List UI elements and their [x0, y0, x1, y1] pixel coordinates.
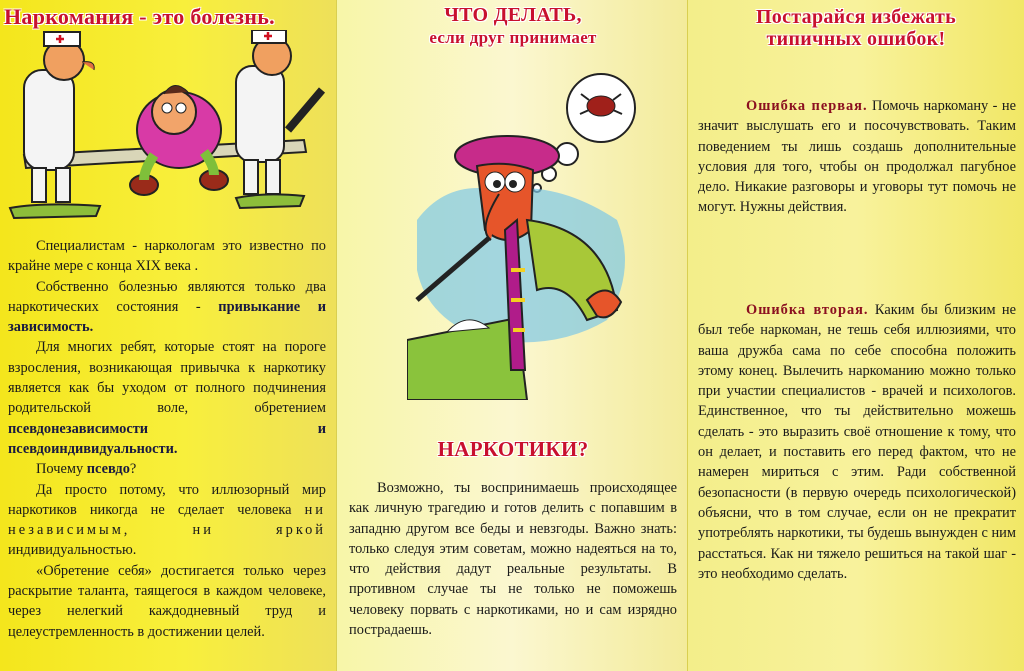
left-panel-title: Наркомания - это болезнь. — [4, 4, 275, 29]
left-paragraph-5 — [8, 480, 326, 561]
pseudo-emphasis: псевдо — [86, 461, 130, 478]
center-title-line1: ЧТО ДЕЛАТЬ, — [444, 4, 582, 26]
center-panel — [336, 0, 688, 671]
left-paragraph-2 — [8, 277, 326, 338]
error-one-block — [698, 96, 1016, 218]
left-paragraph-6: «Обретение себя» достигается только через раскрытие таланта, таящегося в каждом человеке, через нелегкий каждодневный труд и целеустремленность в достижении целей. — [8, 562, 326, 640]
why-text: Почему — [36, 461, 84, 478]
left-paragraph-2-text: Собственно болезнью являются только два наркотических состояния - — [8, 278, 326, 315]
left-panel-body — [8, 236, 326, 642]
right-panel — [688, 0, 1024, 671]
error-two-label: Ошибка вторая. — [746, 302, 869, 318]
left-paragraph-3-text: Для многих ребят, которые стоят на пороге взросления, возникающая привычка к наркотику является как бы уходом от полного подчинения родительской воле, обретением — [8, 339, 326, 417]
left-paragraph-4 — [8, 459, 326, 479]
question-mark: ? — [129, 461, 137, 478]
error-one-text: Помочь наркоману - не значит выслушать его и посочувствовать. Таким поведением ты лишь создашь дополнительные условия для того, чтобы он продолжал пагубное дело. Никакие разговоры и уговоры тут помочь не могут. Нужны действия. — [698, 98, 1016, 216]
left-paragraph-5-end: индивидуальностью. — [8, 542, 137, 559]
center-paragraph: Возможно, ты воспринимаешь происходящее как личную трагедию и готов делить с попавшим в западню другом все беды и невзгоды. Важно знать: только следуя этим советам, можно надеяться на то, что действия дадут реальные результаты. В противном случае ты не только не поможешь человеку порвать с наркотиками, но и сам изрядно пострадаешь. — [349, 480, 677, 639]
doctors-stretcher-illustration — [4, 30, 330, 230]
error-one-label: Ошибка первая. — [746, 98, 868, 114]
left-panel — [0, 0, 336, 671]
addiction-states-emphasis: привыкание и зависимость. — [8, 298, 326, 336]
left-paragraph-5-spaced: ни независимым, ни яркой — [8, 501, 326, 539]
error-two-text: Каким бы близким не был тебе наркоман, не тешь себя иллюзиями, что ваша дружба сама по себе способна положить этому конец. Вылечить наркоманию можно только при участии специалистов - врачей и психологов. Единственное, что ты действительно можешь сделать - это выразить своё отношение к тому, что он делает, и поставить его перед фактом, что не намерен мириться с этим. Ради собственной безопасности (в первую очередь психологической) объясни, что в том случае, если он не прекратит употреблять наркотики, ты будешь вынужден с ним расстаться. Как ни тяжело решиться на такой шаг - это необходимо сделать. — [698, 302, 1016, 582]
left-paragraph-1: Специалистам - наркологам это известно по крайне мере с конца XIX века . — [8, 238, 326, 275]
left-paragraph-3 — [8, 337, 326, 459]
drug-user-illustration — [407, 70, 647, 400]
left-paragraph-5-text: Да просто потому, что иллюзорный мир наркотиков никогда не сделает человека — [8, 481, 326, 518]
pseudo-independence-emphasis: псевдонезависимости и псевдоиндивидуальности. — [8, 420, 326, 457]
error-two-block — [698, 300, 1016, 584]
center-subtitle: НАРКОТИКИ? — [437, 437, 589, 461]
right-title-line1: Постарайся избежать — [755, 6, 957, 28]
right-title-line2: типичных ошибок! — [766, 28, 946, 50]
center-title-line2: если друг принимает — [429, 28, 597, 47]
